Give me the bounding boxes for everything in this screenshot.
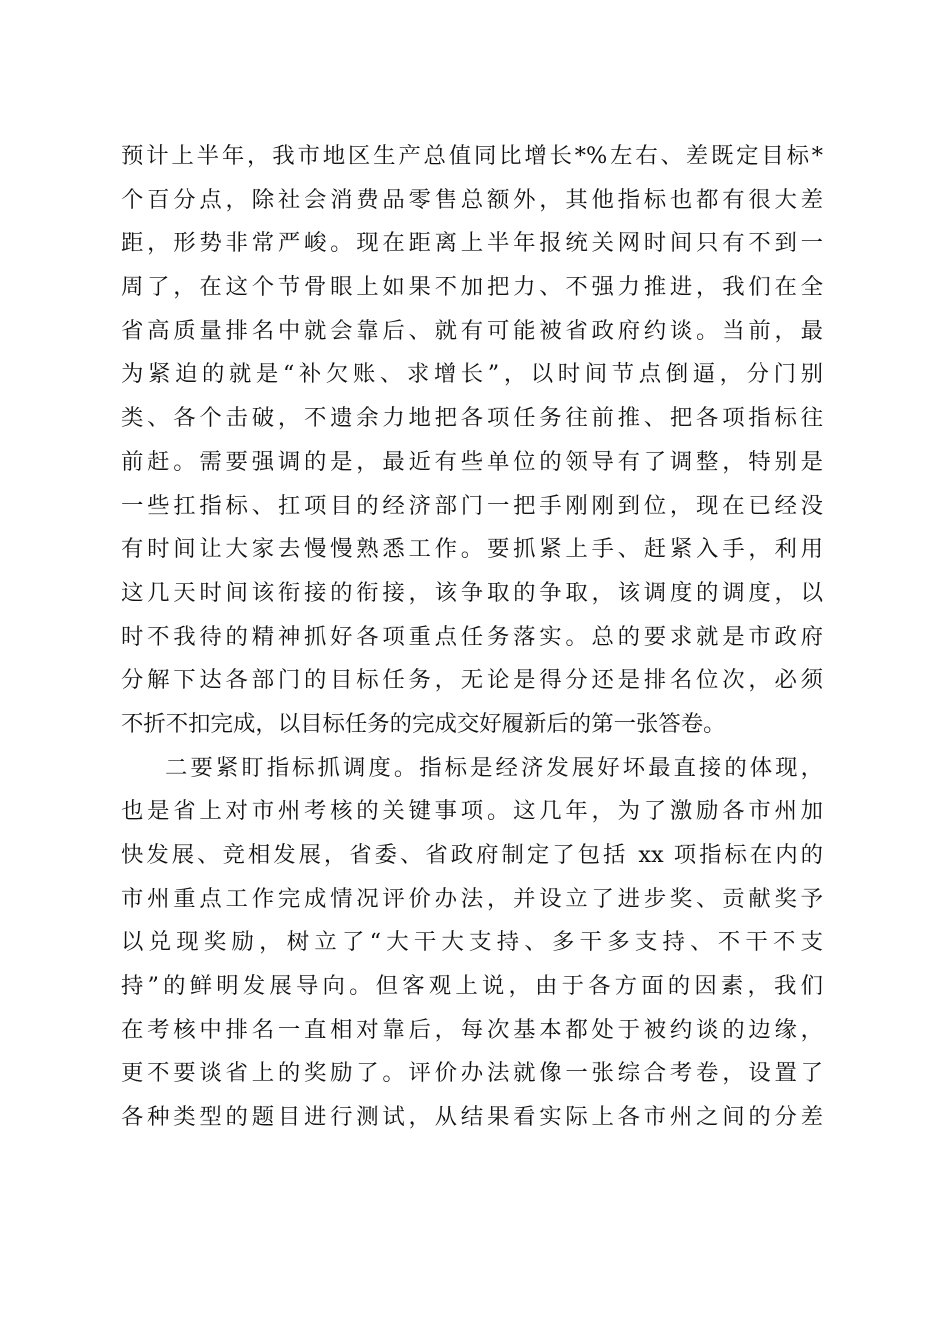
text-line: 时不我待的精神抓好各项重点任务落实。总的要求就是市政府 [121, 623, 823, 650]
text-line: 一些扛指标、扛项目的经济部门一把手刚刚到位，现在已经没 [121, 492, 823, 519]
text-line: 分解下达各部门的目标任务，无论是得分还是排名位次，必须 [121, 667, 823, 694]
document-body [121, 135, 823, 1140]
paragraph-1 [121, 135, 823, 747]
text-line: 距，形势非常严峻。现在距离上半年报统关网时间只有不到一 [121, 230, 823, 257]
text-line: 也是省上对市州考核的关键事项。这几年，为了激励各市州加 [121, 798, 823, 825]
text-line: 为紧迫的就是“补欠账、求增长”，以时间节点倒逼，分门别 [121, 361, 823, 388]
text-line: 个百分点，除社会消费品零售总额外，其他指标也都有很大差 [121, 186, 823, 213]
text-line: 各种类型的题目进行测试，从结果看实际上各市州之间的分差 [121, 1104, 823, 1131]
text-line: 预计上半年，我市地区生产总值同比增长*%左右、差既定目标* [121, 143, 823, 169]
text-line: 二要紧盯指标抓调度。指标是经济发展好坏最直接的体现， [165, 754, 823, 781]
text-line: 以兑现奖励，树立了“大干大支持、多干多支持、不干不支 [121, 929, 823, 956]
text-line: 有时间让大家去慢慢熟悉工作。要抓紧上手、赶紧入手，利用 [121, 536, 823, 563]
text-line: 这几天时间该衔接的衔接，该争取的争取，该调度的调度，以 [121, 579, 823, 606]
paragraph-2 [121, 747, 823, 1140]
text-line: 快发展、竞相发展，省委、省政府制定了包括 xx 项指标在内的 [121, 842, 823, 868]
text-line: 类、各个击破，不遗余力地把各项任务往前推、把各项指标往 [121, 405, 823, 432]
text-line: 在考核中排名一直相对靠后，每次基本都处于被约谈的边缘， [121, 1016, 823, 1043]
text-line: 周了，在这个节骨眼上如果不加把力、不强力推进，我们在全 [121, 274, 823, 301]
text-line: 不折不扣完成，以目标任务的完成交好履新后的第一张答卷。 [121, 710, 726, 737]
text-line: 持”的鲜明发展导向。但客观上说，由于各方面的因素，我们 [121, 973, 823, 1000]
text-line: 市州重点工作完成情况评价办法，并设立了进步奖、贡献奖予 [121, 885, 823, 912]
text-line: 更不要谈省上的奖励了。评价办法就像一张综合考卷，设置了 [121, 1060, 823, 1087]
text-line: 省高质量排名中就会靠后、就有可能被省政府约谈。当前，最 [121, 317, 823, 344]
text-line: 前赶。需要强调的是，最近有些单位的领导有了调整，特别是 [121, 448, 823, 475]
